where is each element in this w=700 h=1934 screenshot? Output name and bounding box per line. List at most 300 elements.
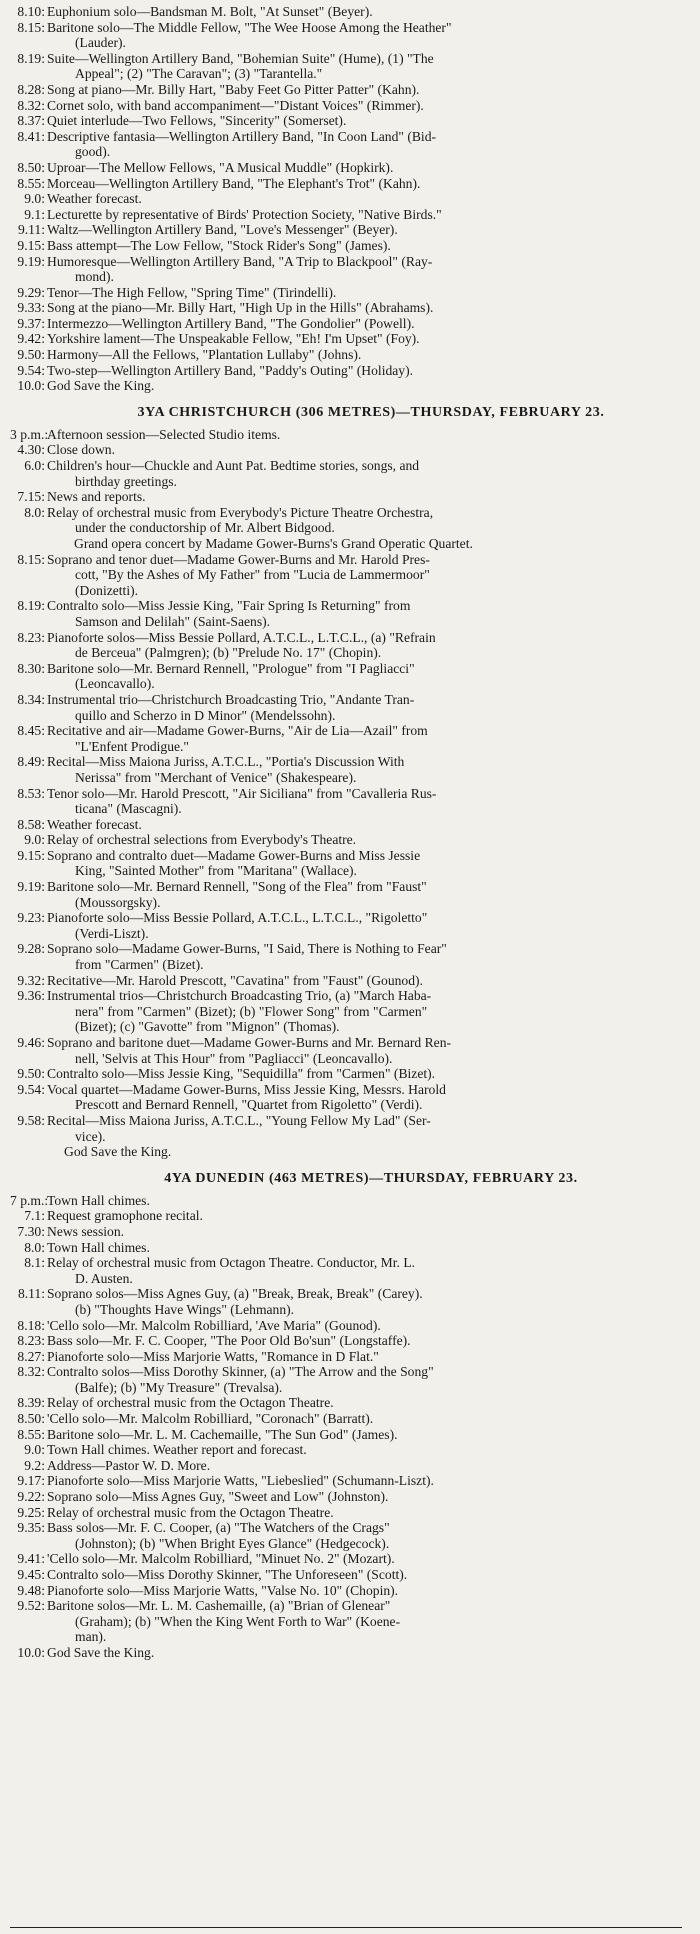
entry-time: 9.48: (17, 1582, 45, 1598)
entry-time: 9.11: (17, 222, 45, 238)
entry-line: Bass solos—Mr. F. C. Cooper, (a) "The Watchers of the Crags" (47, 1520, 390, 1536)
entry-line: Soprano solos—Miss Agnes Guy, (a) "Break, Break, Break" (Carey). (47, 1286, 423, 1302)
entry-text (47, 1473, 682, 1489)
entry-line: News session. (47, 1223, 125, 1239)
entry-text (47, 347, 682, 363)
entry-time: 10.0: (17, 1644, 45, 1660)
entry-time: 8.0: (24, 1239, 45, 1255)
programme-entry (10, 160, 682, 176)
entry-line: mond). (75, 269, 114, 285)
programme-entry (10, 129, 682, 160)
entry-line: Relay of orchestral selections from Everybody's Theatre. (47, 832, 357, 848)
entry-text (47, 941, 682, 972)
entry-line: (Graham); (b) "When the King Went Forth to War" (Koene- (75, 1613, 401, 1629)
programme-entry (10, 1583, 682, 1599)
entry-line: News and reports. (47, 489, 146, 505)
entry-text (47, 1318, 682, 1334)
entry-line: Cornet solo, with band accompaniment—"Distant Voices" (Rimmer). (47, 97, 424, 113)
programme-entry (10, 1442, 682, 1458)
entry-time: 4.30: (17, 442, 45, 458)
entry-text (47, 1411, 682, 1427)
programme-entry (10, 832, 682, 848)
programme-entry (10, 1224, 682, 1240)
entry-time: 8.23: (17, 629, 45, 645)
entry-line: Quiet interlude—Two Fellows, "Sincerity" (Somerset). (47, 113, 347, 129)
entry-time: 8.10: (17, 4, 45, 19)
entry-time: 8.27: (17, 1348, 45, 1364)
programme-entry (10, 1551, 682, 1567)
entry-line: (Leoncavallo). (75, 676, 155, 692)
entry-line: birthday greetings. (75, 473, 177, 489)
entry-line: Request gramophone recital. (47, 1208, 203, 1224)
entry-time: 8.50: (17, 1411, 45, 1427)
closing-god-save-the-king: God Save the King. (64, 1144, 172, 1160)
entry-line: Yorkshire lament—The Unspeakable Fellow, "Eh! I'm Upset" (Foy). (47, 331, 420, 347)
programme-entry (10, 1520, 682, 1551)
programme-entry (10, 1113, 682, 1144)
entry-time: 9.0: (24, 1442, 45, 1458)
entry-time: 8.55: (17, 175, 45, 191)
programme-entry (10, 331, 682, 347)
programme-entry (10, 848, 682, 879)
entry-line: Town Hall chimes. (47, 1239, 150, 1255)
programme-entry (10, 630, 682, 661)
programme-entry (10, 458, 682, 489)
programme-entry (10, 176, 682, 192)
entry-text (47, 1567, 682, 1583)
entry-line: Baritone solo—Mr. L. M. Cachemaille, "The Sun God" (James). (47, 1426, 398, 1442)
entry-line: Instrumental trio—Christchurch Broadcasting Trio, "Andante Tran- (47, 691, 415, 707)
entry-time: 8.37: (17, 113, 45, 129)
entry-line: Samson and Delilah" (Saint-Saens). (75, 613, 271, 629)
entry-line: Relay of orchestral music from Everybody's Picture Theatre Orchestra, (47, 504, 434, 520)
entry-line: Weather forecast. (47, 191, 142, 207)
entry-line: Soprano and baritone duet—Madame Gower-Burns and Mr. Bernard Ren- (47, 1035, 452, 1050)
entry-time: 8.50: (17, 159, 45, 175)
programme-entry (10, 1035, 682, 1066)
programme-entry (10, 1411, 682, 1427)
entry-time: 9.50: (17, 347, 45, 363)
entry-text (47, 1255, 682, 1286)
entry-time: 9.25: (17, 1504, 45, 1520)
entry-time: 9.0: (24, 191, 45, 207)
entry-text (47, 378, 682, 394)
entry-time: 9.50: (17, 1066, 45, 1082)
programme-entry (10, 113, 682, 129)
programme-entry (10, 1208, 682, 1224)
entry-time: 8.23: (17, 1333, 45, 1349)
entry-line: quillo and Scherzo in D Minor" (Mendelssohn). (75, 707, 336, 723)
programme-entry (10, 4, 682, 20)
programme-entry (10, 1364, 682, 1395)
entry-time: 9.28: (17, 941, 45, 957)
entry-time: 9.19: (17, 879, 45, 895)
entry-line: (Moussorgsky). (75, 894, 161, 910)
section-4ya-dunedin (10, 1193, 682, 1661)
entry-text (47, 1598, 682, 1645)
entry-line: Pianoforte solo—Miss Marjorie Watts, "Liebeslied" (Schumann-Liszt). (47, 1473, 434, 1489)
entry-time: 9.15: (17, 237, 45, 253)
programme-entry (10, 1286, 682, 1317)
entry-text (47, 988, 682, 1035)
entry-text (47, 316, 682, 332)
entry-line: Vocal quartet—Madame Gower-Burns, Miss Jessie King, Messrs. Harold (47, 1081, 446, 1097)
programme-entry (10, 661, 682, 692)
programme-entry (10, 254, 682, 285)
entry-time: 9.22: (17, 1489, 45, 1505)
section-3ya-christchurch (10, 427, 682, 536)
entry-line: Recitative—Mr. Harold Prescott, "Cavatina" from "Faust" (Gounod). (47, 972, 423, 988)
entry-text (47, 1551, 682, 1567)
entry-line: Nerissa" from "Merchant of Venice" (Shakespeare). (75, 769, 357, 785)
entry-text (47, 98, 682, 114)
entry-line: Appeal"; (2) "The Caravan"; (3) "Tarantella." (75, 66, 323, 82)
programme-entry (10, 973, 682, 989)
entry-line: (Donizetti). (75, 582, 139, 598)
entry-text (47, 1286, 682, 1317)
programme-entry (10, 207, 682, 223)
entry-text (47, 973, 682, 989)
entry-text (47, 630, 682, 661)
programme-entry (10, 598, 682, 629)
entry-line: under the conductorship of Mr. Albert Bidgood. (75, 520, 335, 536)
grand-opera-note: Grand opera concert by Madame Gower-Burns's Grand Operatic Quartet. (74, 536, 473, 551)
entry-line: Humoresque—Wellington Artillery Band, "A Trip to Blackpool" (Ray- (47, 253, 433, 269)
programme-entry (10, 786, 682, 817)
programme-entry (10, 754, 682, 785)
entry-line: from "Carmen" (Bizet). (75, 957, 204, 973)
heading-4ya-dunedin: 4YA DUNEDIN (463 METRES)—THURSDAY, FEBRUARY 23. (164, 1170, 578, 1186)
programme-entry (10, 879, 682, 910)
programme-entry (10, 552, 682, 599)
section-3ya-christchurch-concert (10, 552, 682, 1145)
bottom-rule (10, 1927, 682, 1928)
entry-text (47, 1035, 682, 1066)
entry-line: Pianoforte solo—Miss Marjorie Watts, "Valse No. 10" (Chopin). (47, 1582, 399, 1598)
entry-line: Song at piano—Mr. Billy Hart, "Baby Feet Go Pitter Patter" (Kahn). (47, 81, 420, 97)
entry-time: 9.2: (24, 1457, 45, 1473)
entry-time: 8.19: (17, 598, 45, 614)
entry-line: Bass solo—Mr. F. C. Cooper, "The Poor Old Bo'sun" (Longstaffe). (47, 1333, 411, 1349)
entry-time: 3 p.m.: (10, 426, 49, 442)
programme-entry (10, 505, 682, 536)
entry-line: Recital—Miss Maiona Juriss, A.T.C.L., "Portia's Discussion With (47, 754, 405, 770)
programme-entry (10, 910, 682, 941)
entry-text (47, 222, 682, 238)
entry-text (47, 427, 682, 443)
entry-text (47, 1082, 682, 1113)
programme-entry (10, 1318, 682, 1334)
entry-line: nera" from "Carmen" (Bizet); (b) "Flower Song" from "Carmen" (75, 1003, 428, 1019)
entry-text (47, 832, 682, 848)
entry-time: 8.32: (17, 1364, 45, 1380)
entry-text (47, 692, 682, 723)
entry-line: 'Cello solo—Mr. Malcolm Robilliard, 'Ave Maria" (Gounod). (47, 1317, 381, 1333)
programme-entry (10, 1255, 682, 1286)
entry-text (47, 910, 682, 941)
programme-entry (10, 1458, 682, 1474)
entry-line: Harmony—All the Fellows, "Plantation Lullaby" (Johns). (47, 347, 362, 363)
entry-line: Baritone solo—Mr. Bernard Rennell, "Song of the Flea" from "Faust" (47, 879, 427, 895)
entry-line: vice). (75, 1128, 106, 1144)
entry-time: 9.54: (17, 362, 45, 378)
entry-text (47, 1395, 682, 1411)
entry-text (47, 1208, 682, 1224)
programme-entry (10, 1645, 682, 1661)
programme-entry (10, 1082, 682, 1113)
entry-line: "L'Enfent Prodigue." (75, 738, 189, 754)
entry-text (47, 20, 682, 51)
programme-entry (10, 300, 682, 316)
entry-line: good). (75, 144, 111, 160)
entry-line: Instrumental trios—Christchurch Broadcasting Trio, (a) "March Haba- (47, 988, 432, 1004)
entry-text (47, 1364, 682, 1395)
entry-time: 9.33: (17, 300, 45, 316)
entry-line: Bass attempt—The Low Fellow, "Stock Rider's Song" (James). (47, 237, 391, 253)
programme-entry (10, 427, 682, 443)
entry-time: 8.49: (17, 754, 45, 770)
entry-text (47, 489, 682, 505)
entry-line: Relay of orchestral music from Octagon Theatre. Conductor, Mr. L. (47, 1255, 416, 1271)
entry-line: Uproar—The Mellow Fellows, "A Musical Muddle" (Hopkirk). (47, 159, 394, 175)
programme-entry (10, 238, 682, 254)
programme-entry (10, 82, 682, 98)
entry-line: Baritone solo—The Middle Fellow, "The Wee Hoose Among the Heather" (47, 19, 452, 35)
programme-entry (10, 1505, 682, 1521)
entry-text (47, 207, 682, 223)
entry-line: (b) "Thoughts Have Wings" (Lehmann). (75, 1301, 295, 1317)
entry-time: 9.41: (17, 1551, 45, 1567)
entry-time: 7.15: (17, 489, 45, 505)
programme-entry (10, 988, 682, 1035)
entry-line: Suite—Wellington Artillery Band, "Bohemian Suite" (Hume), (1) "The (47, 50, 434, 66)
entry-time: 8.55: (17, 1426, 45, 1442)
entry-time: 8.15: (17, 19, 45, 35)
entry-line: (Lauder). (75, 35, 126, 51)
entry-time: 8.19: (17, 50, 45, 66)
entry-line: Tenor—The High Fellow, "Spring Time" (Tirindelli). (47, 284, 337, 300)
programme-entry (10, 222, 682, 238)
section-wellington-continued (10, 4, 682, 394)
entry-time: 8.41: (17, 128, 45, 144)
entry-text (47, 661, 682, 692)
entry-time: 8.28: (17, 81, 45, 97)
entry-line: Prescott and Bernard Rennell, "Quartet from Rigoletto" (Verdi). (75, 1097, 423, 1113)
programme-entry (10, 1395, 682, 1411)
programme-entry (10, 347, 682, 363)
entry-line: Tenor solo—Mr. Harold Prescott, "Air Siciliana" from "Cavalleria Rus- (47, 785, 437, 801)
entry-line: (Bizet); (c) "Gavotte" from "Mignon" (Thomas). (75, 1019, 340, 1035)
entry-line: Descriptive fantasia—Wellington Artillery Band, "In Coon Land" (Bid- (47, 128, 437, 144)
programme-entry (10, 378, 682, 394)
programme-entry (10, 1489, 682, 1505)
programme-entry (10, 285, 682, 301)
entry-text (47, 1442, 682, 1458)
entry-text (47, 1520, 682, 1551)
entry-text (47, 1505, 682, 1521)
entry-text (47, 1224, 682, 1240)
programme-entry (10, 20, 682, 51)
entry-text (47, 1240, 682, 1256)
entry-text (47, 442, 682, 458)
entry-time: 9.58: (17, 1112, 45, 1128)
entry-text (47, 1066, 682, 1082)
entry-line: Soprano solo—Miss Agnes Guy, "Sweet and Low" (Johnston). (47, 1489, 389, 1505)
entry-line: ticana" (Mascagni). (75, 801, 182, 817)
entry-line: de Berceua" (Palmgren); (b) "Prelude No. 17" (Chopin). (75, 645, 382, 661)
entry-time: 9.15: (17, 847, 45, 863)
programme-entry (10, 723, 682, 754)
entry-time: 7.1: (24, 1208, 45, 1224)
entry-time: 8.53: (17, 785, 45, 801)
entry-text (47, 1489, 682, 1505)
entry-line: Waltz—Wellington Artillery Band, "Love's Messenger" (Beyer). (47, 222, 398, 238)
entry-line: Close down. (47, 442, 115, 458)
programme-entry (10, 1427, 682, 1443)
entry-line: Contralto solos—Miss Dorothy Skinner, (a) "The Arrow and the Song" (47, 1364, 434, 1380)
entry-text (47, 331, 682, 347)
entry-text (47, 129, 682, 160)
entry-time: 8.0: (24, 504, 45, 520)
entry-line: 'Cello solo—Mr. Malcolm Robilliard, "Minuet No. 2" (Mozart). (47, 1551, 395, 1567)
entry-line: Lecturette by representative of Birds' Protection Society, "Native Birds." (47, 206, 442, 222)
programme-entry (10, 1567, 682, 1583)
entry-line: Euphonium solo—Bandsman M. Bolt, "At Sunset" (Beyer). (47, 4, 373, 19)
entry-text (47, 848, 682, 879)
entry-text (47, 1193, 682, 1209)
entry-time: 7 p.m.: (10, 1192, 49, 1208)
entry-text (47, 285, 682, 301)
entry-time: 9.45: (17, 1567, 45, 1582)
entry-line: 'Cello solo—Mr. Malcolm Robilliard, "Coronach" (Barratt). (47, 1411, 374, 1427)
entry-time: 8.32: (17, 97, 45, 113)
programme-entry (10, 363, 682, 379)
entry-line: Relay of orchestral music from the Octagon Theatre. (47, 1504, 334, 1520)
programme-entry (10, 1240, 682, 1256)
programme-entry (10, 1333, 682, 1349)
programme-entry (10, 1349, 682, 1365)
programme-entry (10, 191, 682, 207)
entry-time: 9.19: (17, 253, 45, 269)
entry-line: Pianoforte solo—Miss Bessie Pollard, A.T.C.L., L.T.C.L., "Rigoletto" (47, 910, 428, 926)
entry-line: God Save the King. (47, 378, 155, 394)
entry-line: (Verdi-Liszt). (75, 925, 149, 941)
entry-text (47, 1427, 682, 1443)
entry-line: King, "Sainted Mother" from "Maritana" (Wallace). (75, 863, 357, 879)
entry-time: 8.15: (17, 551, 45, 567)
entry-time: 7.30: (17, 1223, 45, 1239)
entry-text (47, 598, 682, 629)
entry-time: 9.35: (17, 1520, 45, 1536)
entry-line: Intermezzo—Wellington Artillery Band, "The Gondolier" (Powell). (47, 315, 415, 331)
programme-entry (10, 442, 682, 458)
entry-line: God Save the King. (47, 1644, 155, 1660)
programme-entry (10, 51, 682, 82)
entry-line: Contralto solo—Miss Jessie King, "Fair Spring Is Returning" from (47, 598, 411, 614)
entry-text (47, 817, 682, 833)
entry-time: 9.42: (17, 331, 45, 347)
entry-line: Town Hall chimes. Weather report and forecast. (47, 1442, 307, 1458)
entry-text (47, 300, 682, 316)
entry-line: Two-step—Wellington Artillery Band, "Paddy's Outing" (Holiday). (47, 362, 414, 378)
programme-entry (10, 692, 682, 723)
programme-entry (10, 1066, 682, 1082)
entry-time: 8.34: (17, 691, 45, 707)
programme-entry (10, 1193, 682, 1209)
entry-line: Baritone solos—Mr. L. M. Cashemaille, (a) "Brian of Glenear" (47, 1598, 391, 1614)
entry-text (47, 879, 682, 910)
entry-time: 10.0: (17, 378, 45, 394)
entry-line: Soprano solo—Madame Gower-Burns, "I Said, There is Nothing to Fear" (47, 941, 447, 957)
entry-line: (Johnston); (b) "When Bright Eyes Glance" (Hedgecock). (75, 1535, 390, 1551)
entry-line: Recitative and air—Madame Gower-Burns, "Air de Lia—Azail" from (47, 723, 428, 739)
programme-entry (10, 1598, 682, 1645)
entry-line: Baritone solo—Mr. Bernard Rennell, "Prologue" from "I Pagliacci" (47, 660, 415, 676)
entry-time: 9.46: (17, 1035, 45, 1050)
entry-text (47, 176, 682, 192)
entry-text (47, 1583, 682, 1599)
heading-3ya-christchurch: 3YA CHRISTCHURCH (306 METRES)—THURSDAY, FEBRUARY 23. (137, 404, 605, 420)
entry-time: 6.0: (24, 458, 45, 474)
programme-entry (10, 489, 682, 505)
entry-time: 8.11: (17, 1286, 45, 1302)
entry-line: Afternoon session—Selected Studio items. (47, 426, 281, 442)
entry-time: 9.1: (24, 206, 45, 222)
entry-line: Soprano and tenor duet—Madame Gower-Burns and Mr. Harold Pres- (47, 551, 430, 567)
entry-line: Address—Pastor W. D. More. (47, 1457, 211, 1473)
programme-entry (10, 1473, 682, 1489)
entry-text (47, 1645, 682, 1661)
programme-entry (10, 817, 682, 833)
entry-time: 8.30: (17, 660, 45, 676)
entry-time: 8.45: (17, 723, 45, 739)
entry-line: D. Austen. (75, 1270, 133, 1286)
programme-entry (10, 316, 682, 332)
entry-time: 9.23: (17, 910, 45, 926)
entry-line: nell, 'Selvis at This Hour" from "Pagliacci" (Leoncavallo). (75, 1050, 393, 1066)
entry-line: Town Hall chimes. (47, 1192, 150, 1208)
entry-text (47, 786, 682, 817)
entry-line: Weather forecast. (47, 816, 142, 832)
entry-line: Contralto solo—Miss Jessie King, "Sequidilla" from "Carmen" (Bizet). (47, 1066, 436, 1082)
entry-line: Recital—Miss Maiona Juriss, A.T.C.L., "Young Fellow My Lad" (Ser- (47, 1112, 431, 1128)
entry-time: 9.32: (17, 972, 45, 988)
entry-line: Pianoforte solos—Miss Bessie Pollard, A.T.C.L., L.T.C.L., (a) "Refrain (47, 629, 436, 645)
entry-text (47, 113, 682, 129)
entry-line: man). (75, 1629, 107, 1645)
entry-time: 8.18: (17, 1317, 45, 1333)
entry-text (47, 1458, 682, 1474)
entry-text (47, 505, 682, 536)
entry-text (47, 82, 682, 98)
entry-text (47, 160, 682, 176)
entry-time: 9.29: (17, 284, 45, 300)
entry-time: 9.52: (17, 1598, 45, 1614)
programme-entry (10, 98, 682, 114)
entry-time: 9.36: (17, 988, 45, 1004)
entry-time: 8.58: (17, 816, 45, 832)
entry-text (47, 51, 682, 82)
programme-entry (10, 941, 682, 972)
entry-line: Soprano and contralto duet—Madame Gower-Burns and Miss Jessie (47, 847, 421, 863)
entry-time: 9.37: (17, 315, 45, 331)
entry-text (47, 254, 682, 285)
entry-time: 9.0: (24, 832, 45, 848)
entry-line: (Balfe); (b) "My Treasure" (Trevalsa). (75, 1379, 283, 1395)
entry-line: Children's hour—Chuckle and Aunt Pat. Bedtime stories, songs, and (47, 458, 420, 474)
entry-line: Relay of orchestral music from the Octagon Theatre. (47, 1395, 334, 1411)
entry-text (47, 754, 682, 785)
